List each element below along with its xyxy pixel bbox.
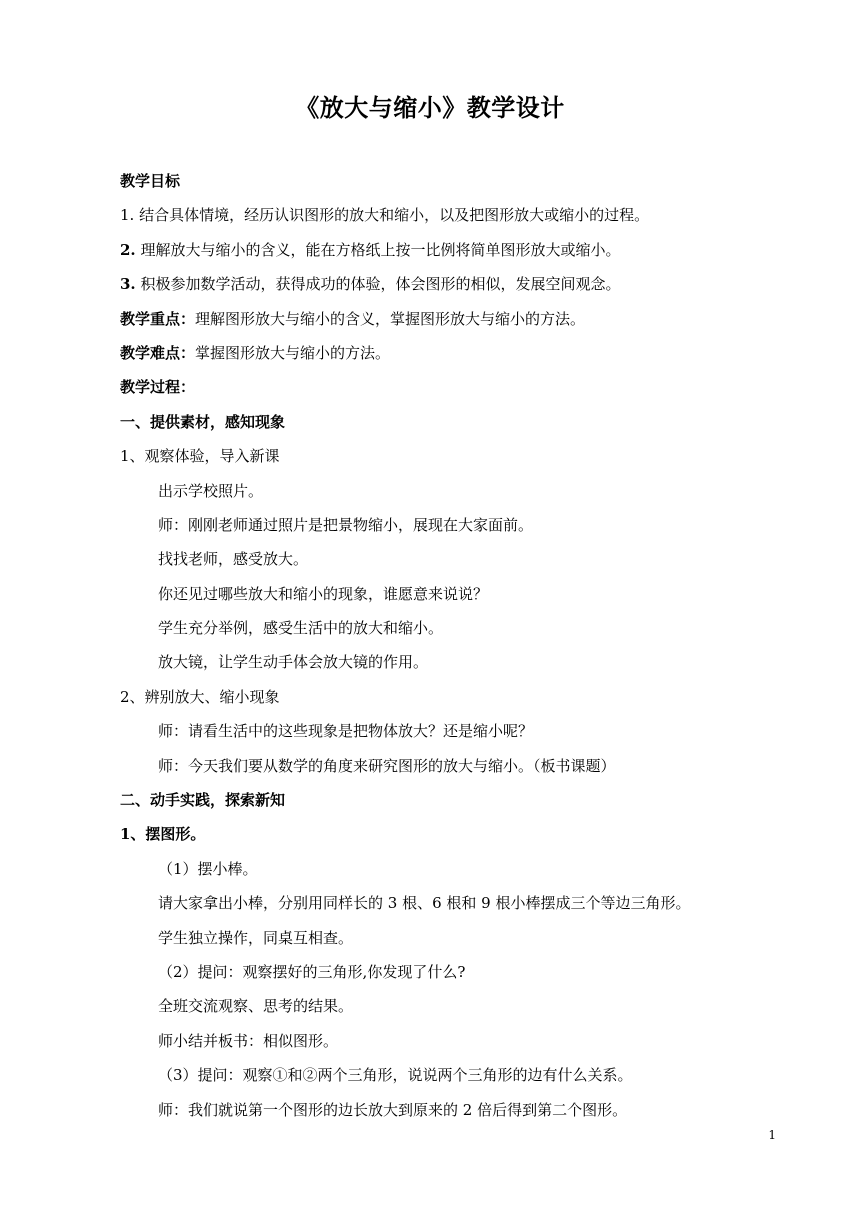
difficulty [120,336,780,370]
difficulty-label: 教学难点： [120,343,196,362]
paragraph: 全班交流观察、思考的结果。 [158,997,354,1016]
step-heading-2: （2）提问：观察摆好的三角形,你发现了什么? [158,962,466,981]
section-1-2-heading: 2、辨别放大、缩小现象 [120,687,280,706]
paragraph: 师：刚刚老师通过照片是把景物缩小，展现在大家面前。 [158,515,534,534]
goal-text-1: 结合具体情境，经历认识图形的放大和缩小，以及把图形放大或缩小的过程。 [139,206,650,225]
goal-item-3 [120,267,780,301]
goal-text-2: 理解放大与缩小的含义，能在方格纸上按一比例将简单图形放大或缩小。 [140,240,621,259]
paragraph: 你还见过哪些放大和缩小的现象，谁愿意来说说？ [158,584,489,603]
paragraph: 学生充分举例，感受生活中的放大和缩小。 [158,619,444,638]
section-1-heading: 一、提供素材，感知现象 [120,412,286,431]
key-point-text: 理解图形放大与缩小的含义，掌握图形放大与缩小的方法。 [195,309,586,328]
key-point [120,302,780,336]
page-number: 1 [768,1128,776,1142]
paragraph: 师：今天我们要从数学的角度来研究图形的放大与缩小。（板书课题） [158,756,616,775]
document-body [120,164,780,1127]
section-1-1-heading: 1、观察体验，导入新课 [120,447,280,466]
key-point-label: 教学重点： [120,309,196,328]
difficulty-text: 掌握图形放大与缩小的方法。 [195,343,391,362]
document-title: 《放大与缩小》教学设计 [295,93,565,122]
paragraph: 师：请看生活中的这些现象是把物体放大？还是缩小呢？ [158,722,534,741]
goal-text-3: 积极参加数学活动，获得成功的体验，体会图形的相似，发展空间观念。 [140,275,621,294]
paragraph: 请大家拿出小棒，分别用同样长的 3 根、6 根和 9 根小棒摆成三个等边三角形。 [158,894,691,913]
section-2-1-heading: 1、摆图形。 [120,825,206,844]
goal-item-2 [120,233,780,267]
paragraph: 师小结并板书：相似图形。 [158,1031,339,1050]
paragraph: 学生独立操作，同桌互相查。 [158,928,354,947]
goal-number-1: 1. [120,206,135,225]
step-heading-1: （1）摆小棒。 [158,859,258,878]
goal-number-2: 2. [120,240,136,259]
paragraph: 师：我们就说第一个图形的边长放大到原来的 2 倍后得到第二个图形。 [158,1100,628,1119]
paragraph: 找找老师，感受放大。 [158,550,309,569]
paragraph: 出示学校照片。 [158,481,264,500]
step-heading-3: （3）提问：观察①和②两个三角形，说说两个三角形的边有什么关系。 [158,1066,633,1085]
paragraph: 放大镜，让学生动手体会放大镜的作用。 [158,653,429,672]
process-heading: 教学过程： [120,378,196,397]
goal-number-3: 3. [120,275,136,294]
goal-item-1 [120,198,780,232]
goals-heading: 教学目标 [120,172,181,190]
section-2-heading: 二、动手实践，探索新知 [120,791,286,810]
